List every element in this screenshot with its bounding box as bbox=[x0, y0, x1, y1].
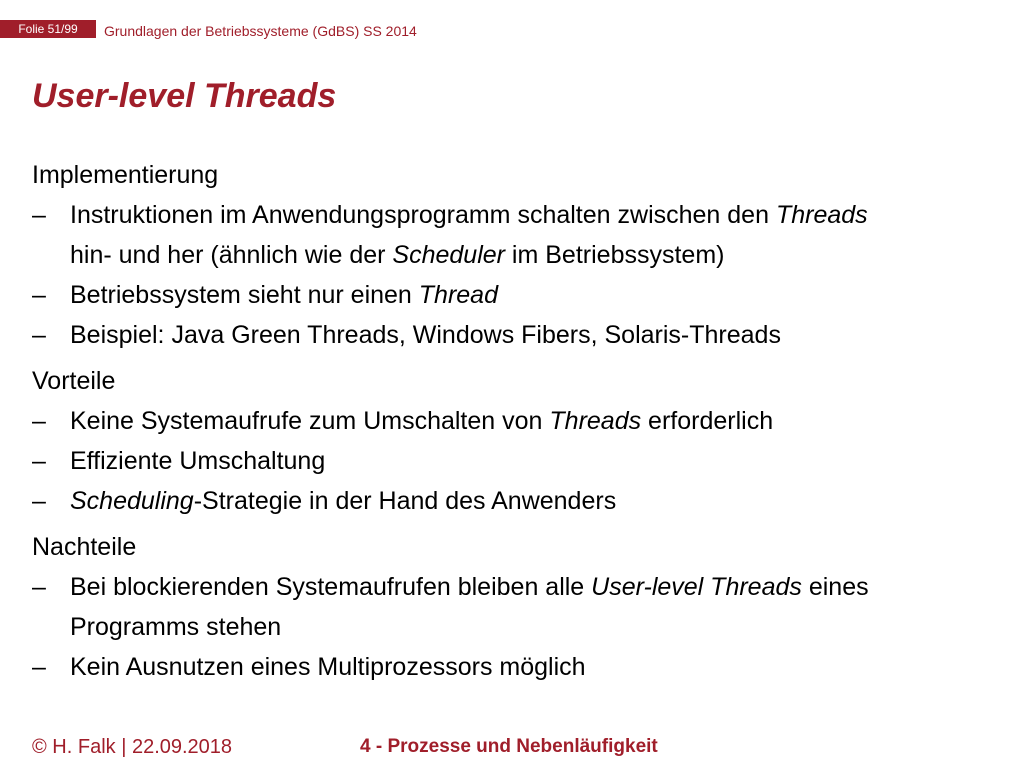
item-emphasis: Scheduling bbox=[70, 487, 194, 515]
list-item bbox=[32, 481, 1002, 521]
section-nachteile bbox=[32, 527, 1002, 687]
item-text: Instruktionen im Anwendungsprogramm schalten zwischen den bbox=[70, 201, 776, 229]
section-heading: Implementierung bbox=[32, 161, 219, 189]
slide-number-badge: Folie 51/99 bbox=[0, 20, 96, 38]
item-text: hin- und her (ähnlich wie der bbox=[70, 241, 393, 269]
dash-marker: – bbox=[32, 447, 46, 475]
course-title: Grundlagen der Betriebssysteme (GdBS) SS 2014 bbox=[104, 23, 417, 39]
bullet-list bbox=[32, 195, 1002, 355]
dash-marker: – bbox=[32, 487, 46, 515]
list-item bbox=[32, 195, 1002, 275]
item-text: Kein Ausnutzen eines Multiprozessors möglich bbox=[70, 653, 586, 681]
list-item bbox=[32, 647, 1002, 687]
dash-marker: – bbox=[32, 321, 46, 349]
item-emphasis: Threads bbox=[549, 407, 642, 435]
item-text: Beispiel: Java Green Threads, Windows Fibers, Solaris-Threads bbox=[70, 321, 781, 349]
item-text: Betriebssystem sieht nur einen bbox=[70, 281, 419, 309]
footer-author: © H. Falk | 22.09.2018 bbox=[32, 736, 233, 758]
bullet-list bbox=[32, 401, 1002, 521]
dash-marker: – bbox=[32, 281, 46, 309]
dash-marker: – bbox=[32, 653, 46, 681]
section-vorteile bbox=[32, 361, 1002, 521]
slide-content bbox=[32, 155, 1002, 687]
section-implementierung bbox=[32, 155, 1002, 355]
slide-title: User-level Threads bbox=[32, 77, 337, 115]
item-text: Keine Systemaufrufe zum Umschalten von bbox=[70, 407, 550, 435]
item-emphasis: Thread bbox=[418, 281, 498, 309]
item-emphasis: Scheduler bbox=[392, 241, 505, 269]
item-text: Bei blockierenden Systemaufrufen bleiben alle bbox=[70, 573, 592, 601]
dash-marker: – bbox=[32, 201, 46, 229]
list-item bbox=[32, 441, 1002, 481]
item-text: eines bbox=[801, 573, 869, 601]
item-text: Effiziente Umschaltung bbox=[70, 447, 326, 475]
dash-marker: – bbox=[32, 573, 46, 601]
item-text: erforderlich bbox=[641, 407, 774, 435]
item-emphasis: Threads bbox=[775, 201, 868, 229]
list-item bbox=[32, 315, 1002, 355]
dash-marker: – bbox=[32, 407, 46, 435]
list-item bbox=[32, 567, 1002, 647]
footer-chapter: 4 - Prozesse und Nebenläufigkeit bbox=[360, 736, 658, 757]
item-text: Programms stehen bbox=[70, 613, 282, 641]
list-item bbox=[32, 401, 1002, 441]
item-emphasis: User-level Threads bbox=[591, 573, 802, 601]
section-heading: Vorteile bbox=[32, 367, 116, 395]
item-text: -Strategie in der Hand des Anwenders bbox=[193, 487, 617, 515]
bullet-list bbox=[32, 567, 1002, 687]
item-text: im Betriebssystem) bbox=[504, 241, 725, 269]
list-item bbox=[32, 275, 1002, 315]
section-heading: Nachteile bbox=[32, 533, 137, 561]
